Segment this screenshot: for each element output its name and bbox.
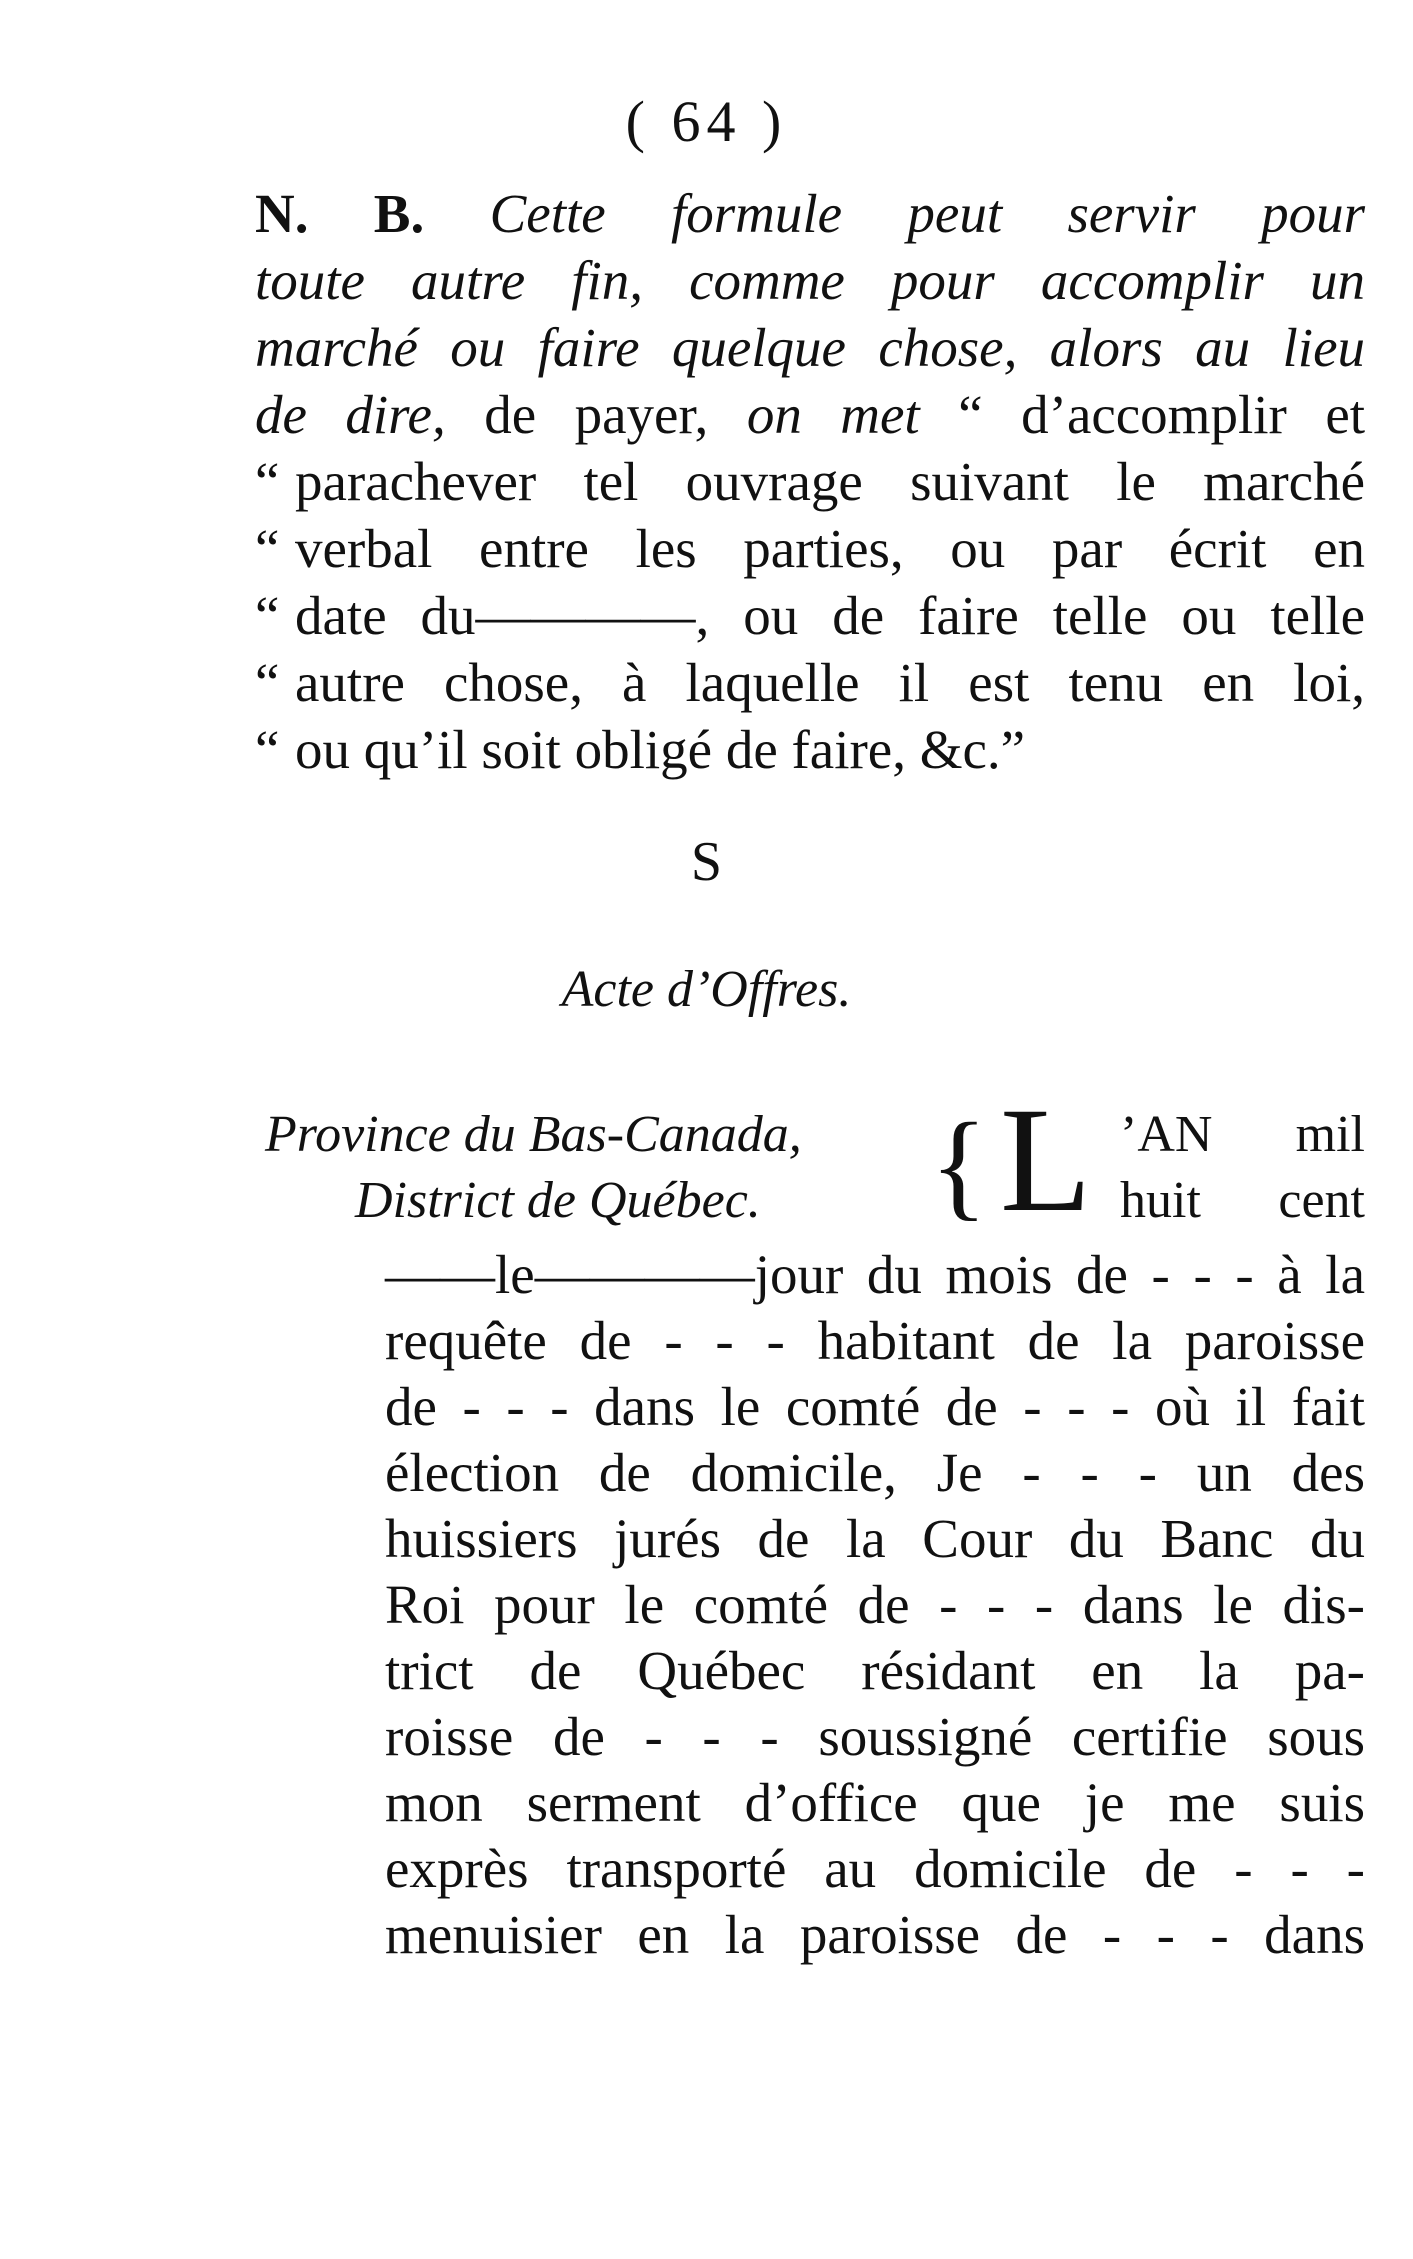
act-title: Acte d’Offres. [561,961,852,1018]
note-label: N. B. [255,183,425,244]
note-line-text: autre chose, à laquelle il est tenu en loi, [295,652,1365,713]
note-line: toute autre fin, comme pour accomplir un [255,250,1365,311]
body-line: requête de - - - habitant de la paroisse [385,1310,1365,1371]
section-letter: S [690,831,723,893]
district-label: District de Québec. [355,1172,761,1229]
note-line-text: parachever tel ouvrage suivant le marché [295,451,1365,512]
opening-line: huit cent [1120,1172,1365,1229]
body-line: de - - - dans le comté de - - - où il fait [385,1376,1365,1437]
note-line-text: de payer, [484,384,709,445]
jurisdiction-heading [265,1102,802,1234]
page-number: ( 64 ) [625,89,788,154]
note-paragraph [255,180,1365,783]
note-line-text: Cette formule peut servir pour [489,183,1366,244]
quote-mark: “ [255,451,280,512]
body-line: huissiers jurés de la Cour du Banc du [385,1508,1365,1569]
note-line [255,649,1365,716]
province-label: Province du Bas-Canada, [265,1106,802,1163]
body-line: menuisier en la paroisse de - - - dans [385,1904,1365,1965]
opening-text [1120,1102,1365,1234]
body-line: roisse de - - - soussigné certifie sous [385,1706,1365,1767]
note-line [255,448,1365,515]
note-line [255,515,1365,582]
body-line: ——le————jour du mois de - - - à la [385,1244,1365,1305]
drop-cap: L [1000,1077,1092,1243]
body-line: trict de Québec résidant en la pa- [385,1640,1365,1701]
note-line-text: “ d’accomplir et [958,384,1366,445]
body-line: Roi pour le comté de - - - dans le dis- [385,1574,1365,1635]
quote-mark: “ [255,719,280,780]
body-line: élection de domicile, Je - - - un des [385,1442,1365,1503]
quote-mark: “ [255,518,280,579]
body-line: exprès transporté au domicile de - - - [385,1838,1365,1899]
brace-glyph: { [930,1098,988,1231]
note-line [255,180,1365,247]
note-line [255,582,1365,649]
quote-mark: “ [255,652,280,713]
note-line-text: date du————, ou de faire telle ou telle [295,585,1365,646]
note-line-text: verbal entre les parties, ou par écrit en [295,518,1365,579]
note-line [255,381,1365,448]
note-line-text: on met [746,384,920,445]
note-line-text: de dire, [255,384,446,445]
opening-line: ’AN mil [1120,1106,1365,1163]
note-line-text: ou qu’il soit obligé de faire, &c.” [295,719,1026,780]
body-line: mon serment d’office que je me suis [385,1772,1365,1833]
act-body [385,1242,1365,1968]
note-line [255,716,1365,783]
note-line: marché ou faire quelque chose, alors au lieu [255,317,1365,378]
quote-mark: “ [255,585,280,646]
